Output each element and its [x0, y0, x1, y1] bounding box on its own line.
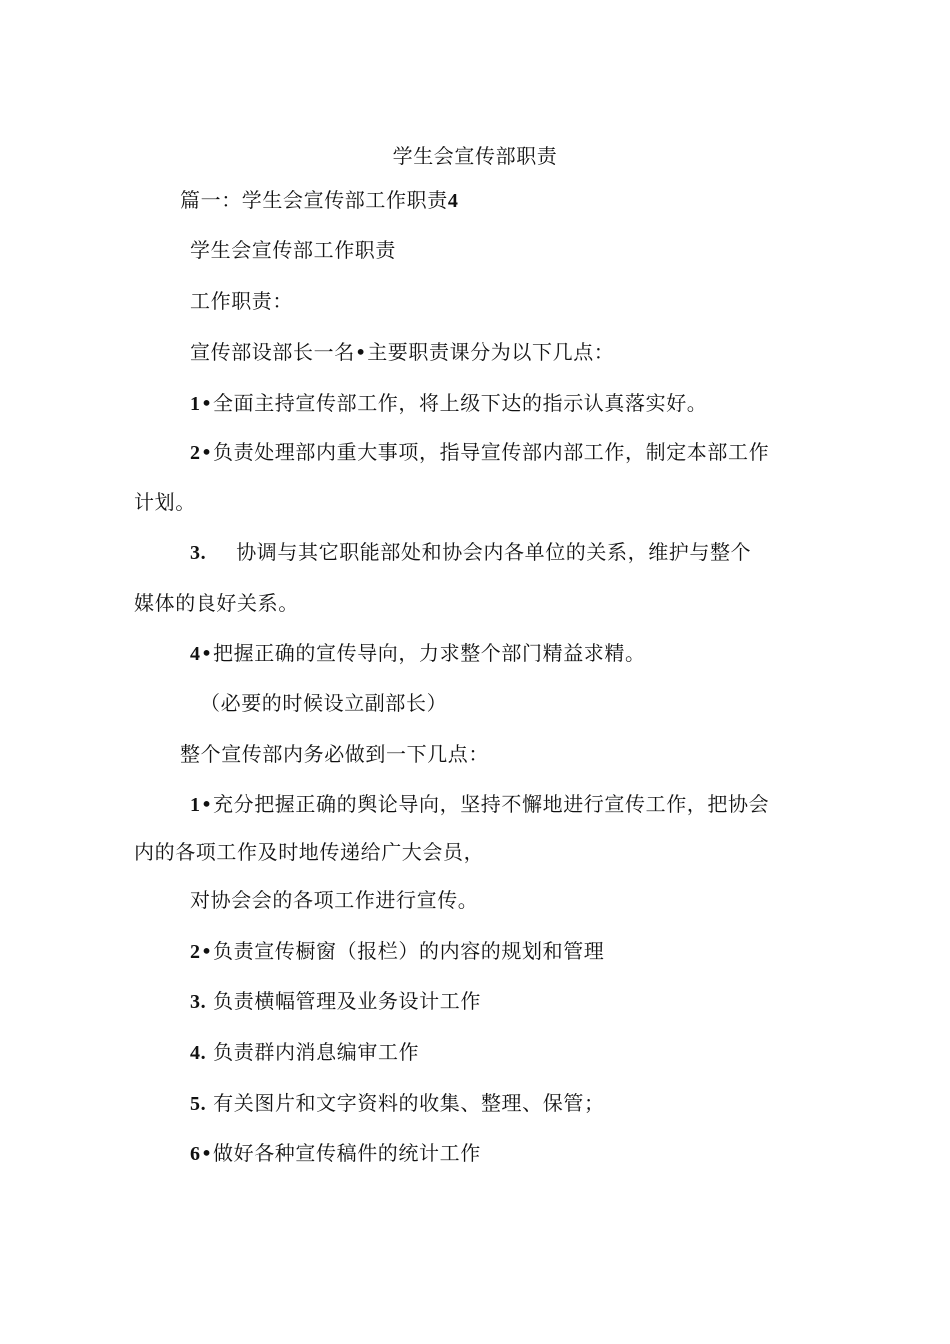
list-item	[190, 989, 481, 1014]
list-item-number: 4	[190, 643, 201, 665]
list-item	[190, 540, 751, 565]
list-item-number: 2	[190, 941, 201, 963]
list-item-text: •充分把握正确的舆论导向，坚持不懈地进行宣传工作，把协会	[200, 792, 770, 816]
list-item-text: •全面主持宣传部工作，将上级下达的指示认真落实好。	[200, 391, 708, 415]
paragraph-line: 媒体的良好关系。	[134, 591, 299, 615]
list-item-text: •做好各种宣传稿件的统计工作	[200, 1141, 481, 1165]
paragraph-line: 学生会宣传部工作职责	[190, 238, 396, 262]
paragraph-line: 计划。	[134, 490, 196, 514]
section-heading-text: 篇一：学生会宣传部工作职责	[180, 188, 448, 212]
list-item	[190, 1091, 605, 1116]
paragraph-line: 工作职责：	[190, 289, 293, 313]
list-item-text: 协调与其它职能部处和协会内各单位的关系，维护与整个	[236, 540, 752, 564]
list-item-text: •把握正确的宣传导向，力求整个部门精益求精。	[200, 641, 646, 665]
list-item	[190, 391, 707, 416]
list-item-number: 1	[190, 794, 201, 816]
list-item-number: 1	[190, 393, 201, 415]
paragraph-line: 内的各项工作及时地传递给广大会员，	[134, 840, 485, 864]
list-item-number: 2	[190, 442, 201, 464]
list-item-text: 负责横幅管理及业务设计工作	[206, 989, 481, 1013]
paragraph-line: 整个宣传部内务必做到一下几点：	[180, 742, 489, 766]
list-item-number: 5.	[190, 1093, 207, 1115]
paragraph-line: 宣传部设部长一名•主要职责课分为以下几点：	[190, 340, 615, 364]
list-item-number: 3.	[190, 542, 207, 564]
list-item	[190, 792, 769, 817]
list-item-text: •负责宣传橱窗（报栏）的内容的规划和管理	[200, 939, 605, 963]
list-item-number: 4.	[190, 1042, 207, 1064]
paragraph-line: （必要的时候设立副部长）	[200, 691, 448, 715]
list-item-number: 3.	[190, 991, 207, 1013]
list-item	[190, 641, 646, 666]
section-heading-number: 4	[447, 190, 459, 212]
list-item	[190, 939, 604, 964]
list-item-text: 负责群内消息编审工作	[206, 1040, 420, 1064]
section-heading	[180, 188, 458, 213]
list-item	[190, 440, 769, 465]
list-item	[190, 1141, 481, 1166]
page-title: 学生会宣传部职责	[392, 144, 558, 168]
list-item-number: 6	[190, 1143, 201, 1165]
paragraph-line: 对协会会的各项工作进行宣传。	[190, 888, 479, 912]
list-item-text: •负责处理部内重大事项，指导宣传部内部工作，制定本部工作	[200, 440, 770, 464]
list-item-text: 有关图片和文字资料的收集、整理、保管；	[206, 1091, 605, 1115]
list-item	[190, 1040, 419, 1065]
